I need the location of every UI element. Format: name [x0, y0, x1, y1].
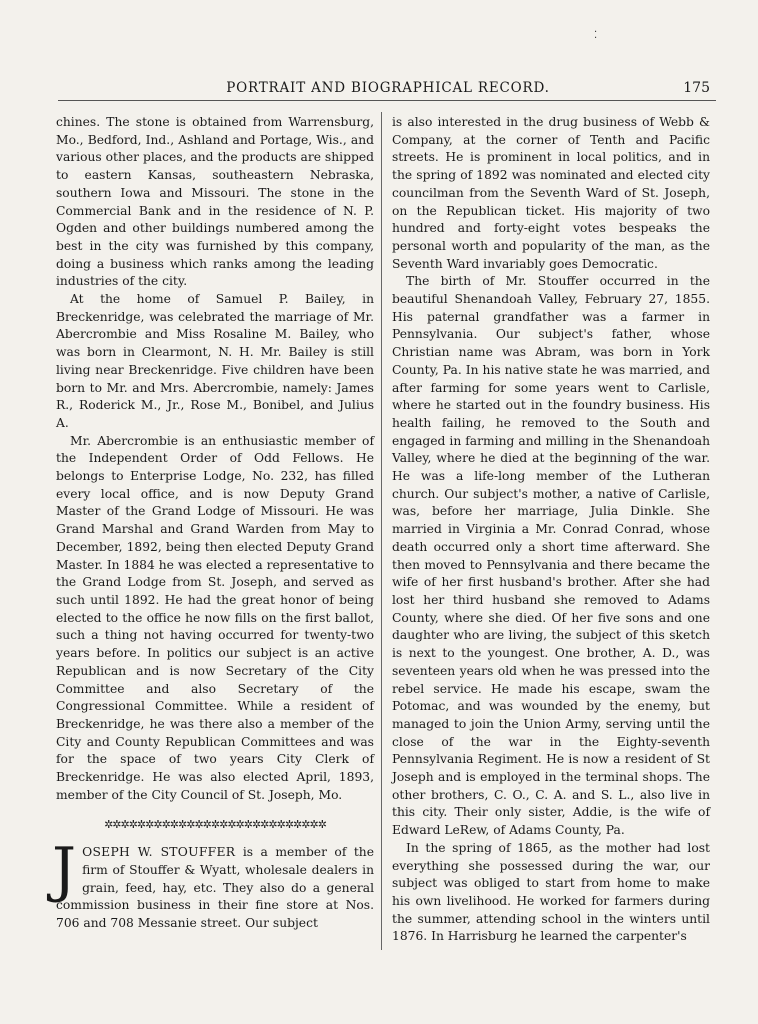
paragraph: is also interested in the drug business of Webb & Company, at the corner of Tenth and Pacific streets. He is prominent in local politics, and in the spring of 1892 was nominated and elected city councilman from the Seventh Ward of St. Joseph, on the Republican ticket. His majority of two hundred and forty-eight votes bespeaks the personal worth and popularity of the man, as the Seventh Ward invariably goes Democratic. [392, 115, 710, 271]
paragraph [52, 835, 374, 933]
section-ornament: ✲✲✲✲✲✲✲✲✲✲✲✲✲✲✲✲✲✲✲✲✲✲✲✲✲✲✲ [104, 818, 326, 832]
paragraph: Mr. Abercrombie is an enthusiastic member of the Independent Order of Odd Fellows. He belongs to Enterprise Lodge, No. 232, has filled every local office, and is now Deputy Grand Master of the Grand Lodge of Missouri. He was Grand Marshal and Grand Warden from May to December, 1892, being then elected Deputy Grand Master. In 1884 he was elected a representative to the Grand Lodge from St. Joseph, and served as such until 1892. He had the great honor of being elected to the office he now fills on the first ballot, such a thing not having occurred for twenty-two years before. In politics our subject is an active Republican and is now Secretary of the City Committee and also Secretary of the Congressional Committee. While a resident of Breckenridge, he was there also a member of the City and County Republican Committees and was for the space of two years City Clerk of Breckenridge. He was also elected April, 1893, member of the City Council of St. Joseph, Mo. [56, 433, 374, 802]
paragraph: At the home of Samuel P. Bailey, in Breckenridge, was celebrated the marriage of Mr. Abercrombie and Miss Rosaline M. Bailey, who was born in Clearmont, N. H. Mr. Bailey is still living near Breckenridge. Five children have been born to Mr. and Mrs. Abercrombie, namely: James R., Roderick M., Jr., Rose M., Bonibel, and Julius A. [56, 292, 374, 430]
running-header [60, 79, 716, 99]
drop-cap: J [52, 835, 77, 906]
column-divider [381, 112, 382, 950]
header-rule [58, 100, 716, 101]
right-column [392, 114, 710, 946]
subject-name: OSEPH W. STOUFFER [82, 845, 236, 860]
left-column [52, 114, 374, 933]
page-title: PORTRAIT AND BIOGRAPHICAL RECORD. [226, 80, 550, 96]
paragraph: The birth of Mr. Stouffer occurred in the beautiful Shenandoah Valley, February 27, 1855. His paternal grandfather was a farmer in Pennsylvania. Our subject's father, whose Christian name was Abram, was born in York County, Pa. In his native state he was married, and after farming for some years went to Carlisle, where he started out in the foundry business. His health failing, he removed to the South and engaged in farming and milling in the Shenandoah Valley, where he died at the beginning of the war. He was a life-long member of the Lutheran church. Our subject's mother, a native of Carlisle, was, before her marriage, Julia Dinkle. She married in Virginia a Mr. Conrad Conrad, whose death occurred only a short time afterward. She then moved to Pennsylvania and there became the wife of her first husband's brother. After she had lost her third husband she removed to Adams County, where she died. Of her five sons and one daughter who are living, the subject of this sketch is next to the youngest. One brother, A. D., was seventeen years old when he was pressed into the rebel service. He made his escape, swam the Potomac, and was wounded by the enemy, but managed to join the Union Army, serving until the close of the war in the Eighty-seventh Pennsylvania Regiment. He is now a resident of St Joseph and is employed in the terminal shops. The other brothers, C. O., C. A. and S. L., also live in this city. Their only sister, Addie, is the wife of Edward LeRew, of Adams County, Pa. [392, 274, 710, 838]
print-speck: ⁚ [594, 30, 598, 41]
page-number: 175 [683, 80, 710, 96]
paragraph: chines. The stone is obtained from Warrensburg, Mo., Bedford, Ind., Ashland and Portage, Wis., and various other places, and the products are shipped to eastern Kansas, southeastern Nebraska, southern Iowa and Missouri. The stone in the Commercial Bank and in the residence of N. P. Ogden and other buildings numbered among the best in the city was furnished by this company, doing a business which ranks among the leading industries of the city. [56, 115, 374, 289]
paragraph-text: is a member of the firm of Stouffer & Wyatt, wholesale dealers in grain, feed, hay, etc. They also do a general commission business in their fine store at Nos. 706 and 708 Messanie street. Our subject [56, 845, 374, 930]
paragraph: In the spring of 1865, as the mother had lost everything she possessed during the war, our subject was obliged to start from home to make his own livelihood. He worked for farmers during the summer, attending school in the winters until 1876. In Harrisburg he learned the carpenter's [392, 840, 710, 944]
